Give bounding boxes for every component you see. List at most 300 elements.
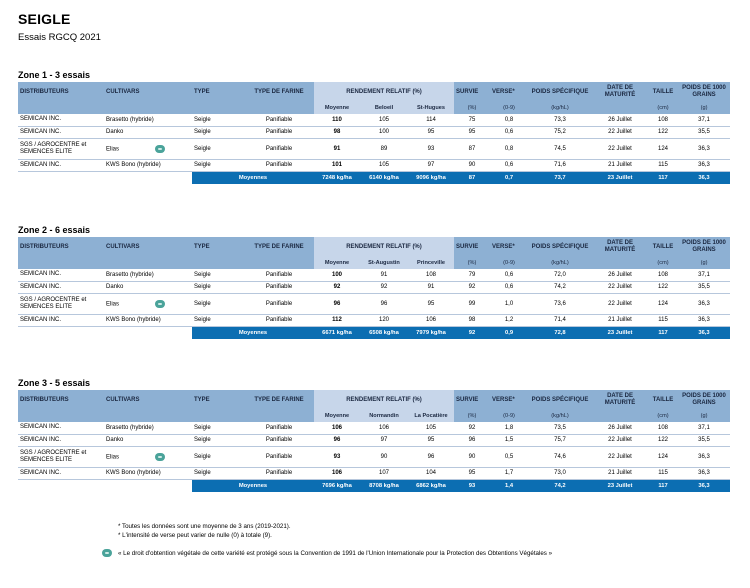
unit-survie: (%) — [454, 257, 490, 269]
blank-cell — [104, 479, 192, 492]
cell-poids-1000: 36,3 — [678, 467, 730, 479]
cell-date-maturite: 22 Juillet — [592, 281, 648, 293]
means-poids-1000: 36,3 — [678, 326, 730, 339]
cell-survie: 99 — [454, 293, 490, 314]
cultivar-name: Brasetto (hybride) — [106, 271, 154, 278]
col-type-farine: TYPE DE FARINE — [244, 237, 314, 257]
col-poids-1000: POIDS DE 1000 GRAINS — [678, 237, 730, 257]
cell-site-1: 105 — [360, 114, 408, 126]
cell-verse: 0,5 — [490, 446, 528, 467]
pvp-note-text: « Le droit d'obtention végétale de cette variété est protégé sous la Convention de 1991 de l'Union Internationale pour la Protection des Obtentions Végétales » — [118, 549, 553, 557]
cell-poids-specifique: 71,4 — [528, 314, 592, 326]
col-site-2: Princeville — [408, 257, 454, 269]
unit-verse: (0-9) — [490, 410, 528, 422]
cell-site-1: 105 — [360, 159, 408, 171]
means-label: Moyennes — [192, 326, 314, 339]
cell-distributeur: SEMICAN INC. — [18, 434, 104, 446]
cell-taille: 115 — [648, 467, 678, 479]
means-row — [18, 326, 730, 339]
cell-date-maturite: 26 Juillet — [592, 114, 648, 126]
footnotes — [118, 522, 291, 540]
col-type: TYPE — [192, 390, 244, 410]
cell-date-maturite: 21 Juillet — [592, 159, 648, 171]
cultivar-name: Danko — [106, 437, 124, 443]
cultivar-name: Elias — [106, 146, 120, 153]
cell-verse: 1,7 — [490, 467, 528, 479]
blank-cell — [244, 410, 314, 422]
cell-site-1: 90 — [360, 446, 408, 467]
cell-moyenne: 106 — [314, 467, 360, 479]
means-site-1: 6140 kg/ha — [360, 171, 408, 184]
cell-verse: 1,0 — [490, 293, 528, 314]
table-row — [18, 446, 730, 467]
blank-cell — [18, 479, 104, 492]
cell-poids-1000: 35,5 — [678, 126, 730, 138]
cell-farine: Panifiable — [244, 159, 314, 171]
cell-poids-specifique: 73,3 — [528, 114, 592, 126]
header-row — [18, 390, 730, 410]
col-rendement: RENDEMENT RELATIF (%) — [314, 237, 454, 257]
unit-survie: (%) — [454, 410, 490, 422]
cell-moyenne: 91 — [314, 138, 360, 159]
cell-moyenne: 110 — [314, 114, 360, 126]
blank-cell — [18, 410, 104, 422]
pvp-protection-icon — [155, 300, 165, 308]
cell-date-maturite: 22 Juillet — [592, 446, 648, 467]
table-row — [18, 293, 730, 314]
cell-survie: 95 — [454, 126, 490, 138]
zone-title: Zone 1 - 3 essais — [18, 70, 91, 80]
cell-distributeur: SEMICAN INC. — [18, 467, 104, 479]
cell-verse: 0,8 — [490, 138, 528, 159]
col-cultivars: CULTIVARS — [104, 390, 192, 410]
cell-poids-specifique: 71,6 — [528, 159, 592, 171]
blank-cell — [104, 102, 192, 114]
cell-moyenne: 96 — [314, 293, 360, 314]
cell-type: Seigle — [192, 269, 244, 281]
cell-taille: 115 — [648, 159, 678, 171]
blank-cell — [244, 257, 314, 269]
col-date-maturite: DATE DE MATURITÉ — [592, 390, 648, 410]
cell-taille: 124 — [648, 293, 678, 314]
cell-type: Seigle — [192, 293, 244, 314]
cell-site-1: 89 — [360, 138, 408, 159]
cell-survie: 75 — [454, 114, 490, 126]
cell-site-1: 106 — [360, 422, 408, 434]
cell-survie: 92 — [454, 281, 490, 293]
col-site-1: Beloeil — [360, 102, 408, 114]
blank-cell — [18, 171, 104, 184]
cell-site-1: 91 — [360, 269, 408, 281]
pvp-protection-icon — [155, 453, 165, 461]
cell-type: Seigle — [192, 446, 244, 467]
col-moyenne: Moyenne — [314, 410, 360, 422]
pvp-note — [102, 549, 552, 557]
col-taille: TAILLE — [648, 237, 678, 257]
table-row — [18, 126, 730, 138]
blank-cell — [104, 326, 192, 339]
cell-site-1: 120 — [360, 314, 408, 326]
means-taille: 117 — [648, 326, 678, 339]
cell-site-2: 114 — [408, 114, 454, 126]
cell-poids-specifique: 73,0 — [528, 467, 592, 479]
cultivar-name: Brasetto (hybride) — [106, 116, 154, 123]
col-rendement: RENDEMENT RELATIF (%) — [314, 82, 454, 102]
cell-date-maturite: 26 Juillet — [592, 422, 648, 434]
cell-taille: 122 — [648, 281, 678, 293]
cell-taille: 124 — [648, 446, 678, 467]
cell-cultivar — [104, 126, 192, 138]
col-rendement: RENDEMENT RELATIF (%) — [314, 390, 454, 410]
cell-type: Seigle — [192, 114, 244, 126]
cell-type: Seigle — [192, 159, 244, 171]
cell-taille: 108 — [648, 269, 678, 281]
means-row — [18, 171, 730, 184]
means-site-2: 6862 kg/ha — [408, 479, 454, 492]
unit-verse: (0-9) — [490, 102, 528, 114]
page-subtitle: Essais RGCQ 2021 — [18, 32, 101, 43]
cell-cultivar — [104, 114, 192, 126]
col-cultivars: CULTIVARS — [104, 82, 192, 102]
cell-farine: Panifiable — [244, 446, 314, 467]
cell-poids-specifique: 75,7 — [528, 434, 592, 446]
header-subrow — [18, 410, 730, 422]
blank-cell — [18, 326, 104, 339]
unit-taille: (cm) — [648, 410, 678, 422]
col-date-maturite: DATE DE MATURITÉ — [592, 237, 648, 257]
means-survie: 87 — [454, 171, 490, 184]
table-row — [18, 434, 730, 446]
cell-taille: 124 — [648, 138, 678, 159]
cell-cultivar — [104, 446, 192, 467]
pvp-protection-icon — [102, 549, 112, 557]
means-poids-1000: 36,3 — [678, 171, 730, 184]
cell-poids-1000: 35,5 — [678, 434, 730, 446]
cell-verse: 0,6 — [490, 269, 528, 281]
table-row — [18, 467, 730, 479]
col-distributeurs: DISTRIBUTEURS — [18, 82, 104, 102]
cell-moyenne: 112 — [314, 314, 360, 326]
cultivar-name: Brasetto (hybride) — [106, 424, 154, 431]
means-moyenne: 7248 kg/ha — [314, 171, 360, 184]
cell-date-maturite: 21 Juillet — [592, 467, 648, 479]
means-site-1: 8708 kg/ha — [360, 479, 408, 492]
means-date-maturite: 23 Juillet — [592, 171, 648, 184]
cell-cultivar — [104, 138, 192, 159]
cell-moyenne: 93 — [314, 446, 360, 467]
unit-poids-1000: (g) — [678, 410, 730, 422]
cell-farine: Panifiable — [244, 434, 314, 446]
means-verse: 1,4 — [490, 479, 528, 492]
cell-cultivar — [104, 314, 192, 326]
unit-poids-specifique: (kg/hL) — [528, 257, 592, 269]
col-poids-specifique: POIDS SPÉCIFIQUE — [528, 390, 592, 410]
cell-distributeur: SGS / AGROCENTRE et SEMENCES ELITE — [18, 446, 104, 467]
means-site-2: 7979 kg/ha — [408, 326, 454, 339]
cell-poids-specifique: 74,2 — [528, 281, 592, 293]
cell-poids-specifique: 73,6 — [528, 293, 592, 314]
cell-survie: 98 — [454, 314, 490, 326]
col-verse: VERSE* — [490, 82, 528, 102]
cell-farine: Panifiable — [244, 126, 314, 138]
blank-cell — [192, 257, 244, 269]
table-row — [18, 422, 730, 434]
cell-verse: 0,6 — [490, 126, 528, 138]
cell-verse: 0,6 — [490, 281, 528, 293]
col-distributeurs: DISTRIBUTEURS — [18, 390, 104, 410]
blank-cell — [104, 171, 192, 184]
unit-poids-specifique: (kg/hL) — [528, 410, 592, 422]
cell-taille: 115 — [648, 314, 678, 326]
cell-farine: Panifiable — [244, 467, 314, 479]
cell-verse: 0,8 — [490, 114, 528, 126]
col-cultivars: CULTIVARS — [104, 237, 192, 257]
col-verse: VERSE* — [490, 390, 528, 410]
col-survie: SURVIE — [454, 390, 490, 410]
cell-site-2: 97 — [408, 159, 454, 171]
cell-site-2: 105 — [408, 422, 454, 434]
header-subrow — [18, 257, 730, 269]
cell-distributeur: SEMICAN INC. — [18, 314, 104, 326]
table-row — [18, 159, 730, 171]
header-row — [18, 82, 730, 102]
means-label: Moyennes — [192, 171, 314, 184]
col-verse: VERSE* — [490, 237, 528, 257]
cell-poids-specifique: 74,6 — [528, 446, 592, 467]
cell-survie: 90 — [454, 446, 490, 467]
zone-title: Zone 2 - 6 essais — [18, 225, 91, 235]
cell-taille: 108 — [648, 422, 678, 434]
blank-cell — [104, 410, 192, 422]
cell-distributeur: SEMICAN INC. — [18, 126, 104, 138]
cell-cultivar — [104, 159, 192, 171]
cell-site-2: 95 — [408, 126, 454, 138]
cell-poids-1000: 36,3 — [678, 293, 730, 314]
cell-distributeur: SGS / AGROCENTRE et SEMENCES ELITE — [18, 138, 104, 159]
col-survie: SURVIE — [454, 82, 490, 102]
means-taille: 117 — [648, 171, 678, 184]
means-taille: 117 — [648, 479, 678, 492]
cell-survie: 87 — [454, 138, 490, 159]
table-row — [18, 114, 730, 126]
cell-site-2: 95 — [408, 293, 454, 314]
cell-poids-1000: 37,1 — [678, 269, 730, 281]
means-poids-1000: 36,3 — [678, 479, 730, 492]
cell-moyenne: 101 — [314, 159, 360, 171]
footnote-verse: * L'intensité de verse peut varier de nulle (0) à totale (9). — [118, 532, 272, 539]
unit-poids-1000: (g) — [678, 102, 730, 114]
cell-distributeur: SEMICAN INC. — [18, 281, 104, 293]
cell-survie: 90 — [454, 159, 490, 171]
means-site-1: 6508 kg/ha — [360, 326, 408, 339]
cultivar-name: Elias — [106, 301, 120, 308]
cell-taille: 122 — [648, 126, 678, 138]
zone-table — [18, 237, 730, 339]
cell-poids-1000: 36,3 — [678, 314, 730, 326]
cell-farine: Panifiable — [244, 269, 314, 281]
col-taille: TAILLE — [648, 390, 678, 410]
header-row — [18, 237, 730, 257]
cell-site-1: 100 — [360, 126, 408, 138]
means-site-2: 9096 kg/ha — [408, 171, 454, 184]
unit-taille: (cm) — [648, 257, 678, 269]
cell-cultivar — [104, 467, 192, 479]
cell-site-2: 95 — [408, 434, 454, 446]
cell-date-maturite: 22 Juillet — [592, 138, 648, 159]
col-moyenne: Moyenne — [314, 102, 360, 114]
cell-verse: 1,8 — [490, 422, 528, 434]
cell-poids-1000: 37,1 — [678, 114, 730, 126]
means-verse: 0,9 — [490, 326, 528, 339]
col-date-maturite: DATE DE MATURITÉ — [592, 82, 648, 102]
cell-distributeur: SEMICAN INC. — [18, 114, 104, 126]
means-poids-specifique: 73,7 — [528, 171, 592, 184]
col-poids-specifique: POIDS SPÉCIFIQUE — [528, 237, 592, 257]
cell-cultivar — [104, 434, 192, 446]
cell-moyenne: 106 — [314, 422, 360, 434]
cell-cultivar — [104, 281, 192, 293]
page-title: SEIGLE — [18, 11, 71, 27]
cell-farine: Panifiable — [244, 114, 314, 126]
cell-farine: Panifiable — [244, 422, 314, 434]
means-survie: 92 — [454, 326, 490, 339]
blank-cell — [18, 257, 104, 269]
col-type-farine: TYPE DE FARINE — [244, 82, 314, 102]
cell-type: Seigle — [192, 467, 244, 479]
cell-poids-1000: 37,1 — [678, 422, 730, 434]
unit-survie: (%) — [454, 102, 490, 114]
cell-survie: 96 — [454, 434, 490, 446]
means-moyenne: 7696 kg/ha — [314, 479, 360, 492]
cell-site-1: 92 — [360, 281, 408, 293]
cell-site-2: 96 — [408, 446, 454, 467]
col-site-2: St-Hugues — [408, 102, 454, 114]
means-date-maturite: 23 Juillet — [592, 479, 648, 492]
cell-site-1: 96 — [360, 293, 408, 314]
cell-farine: Panifiable — [244, 281, 314, 293]
col-moyenne: Moyenne — [314, 257, 360, 269]
cell-poids-specifique: 72,0 — [528, 269, 592, 281]
blank-cell — [104, 257, 192, 269]
cell-taille: 122 — [648, 434, 678, 446]
cell-site-2: 93 — [408, 138, 454, 159]
cell-poids-specifique: 75,2 — [528, 126, 592, 138]
cell-cultivar — [104, 422, 192, 434]
means-moyenne: 6671 kg/ha — [314, 326, 360, 339]
blank-cell — [192, 410, 244, 422]
unit-verse: (0-9) — [490, 257, 528, 269]
col-distributeurs: DISTRIBUTEURS — [18, 237, 104, 257]
cell-verse: 1,2 — [490, 314, 528, 326]
table-row — [18, 281, 730, 293]
means-poids-specifique: 72,8 — [528, 326, 592, 339]
cell-type: Seigle — [192, 422, 244, 434]
cell-poids-specifique: 74,5 — [528, 138, 592, 159]
col-type-farine: TYPE DE FARINE — [244, 390, 314, 410]
cell-taille: 108 — [648, 114, 678, 126]
cell-type: Seigle — [192, 314, 244, 326]
unit-poids-specifique: (kg/hL) — [528, 102, 592, 114]
cultivar-name: Danko — [106, 129, 124, 135]
cell-site-2: 104 — [408, 467, 454, 479]
cell-farine: Panifiable — [244, 293, 314, 314]
cell-distributeur: SEMICAN INC. — [18, 269, 104, 281]
cultivar-name: KWS Bono (hybride) — [106, 317, 161, 323]
cell-site-2: 91 — [408, 281, 454, 293]
cell-survie: 95 — [454, 467, 490, 479]
cell-type: Seigle — [192, 281, 244, 293]
col-poids-1000: POIDS DE 1000 GRAINS — [678, 82, 730, 102]
cell-date-maturite: 22 Juillet — [592, 126, 648, 138]
blank-cell — [18, 102, 104, 114]
cultivar-name: KWS Bono (hybride) — [106, 470, 161, 476]
cell-date-maturite: 22 Juillet — [592, 293, 648, 314]
cultivar-name: KWS Bono (hybride) — [106, 162, 161, 168]
cultivar-name: Elias — [106, 454, 120, 461]
table-row — [18, 138, 730, 159]
col-site-2: La Pocatière — [408, 410, 454, 422]
cell-verse: 0,6 — [490, 159, 528, 171]
cell-verse: 1,5 — [490, 434, 528, 446]
cell-site-1: 97 — [360, 434, 408, 446]
cell-poids-1000: 36,3 — [678, 138, 730, 159]
cell-distributeur: SEMICAN INC. — [18, 159, 104, 171]
blank-cell — [244, 102, 314, 114]
col-taille: TAILLE — [648, 82, 678, 102]
col-survie: SURVIE — [454, 237, 490, 257]
means-label: Moyennes — [192, 479, 314, 492]
cell-moyenne: 100 — [314, 269, 360, 281]
cell-poids-specifique: 73,5 — [528, 422, 592, 434]
cell-moyenne: 96 — [314, 434, 360, 446]
cell-type: Seigle — [192, 434, 244, 446]
unit-poids-1000: (g) — [678, 257, 730, 269]
cell-cultivar — [104, 293, 192, 314]
cell-moyenne: 92 — [314, 281, 360, 293]
cell-site-2: 108 — [408, 269, 454, 281]
means-verse: 0,7 — [490, 171, 528, 184]
cell-type: Seigle — [192, 126, 244, 138]
cell-poids-1000: 36,3 — [678, 446, 730, 467]
blank-cell — [592, 102, 648, 114]
cell-survie: 79 — [454, 269, 490, 281]
col-type: TYPE — [192, 237, 244, 257]
cell-date-maturite: 22 Juillet — [592, 434, 648, 446]
cultivar-name: Danko — [106, 284, 124, 290]
zone-table — [18, 82, 730, 184]
zone-table — [18, 390, 730, 492]
col-poids-specifique: POIDS SPÉCIFIQUE — [528, 82, 592, 102]
cell-type: Seigle — [192, 138, 244, 159]
means-survie: 93 — [454, 479, 490, 492]
cell-cultivar — [104, 269, 192, 281]
cell-site-2: 106 — [408, 314, 454, 326]
cell-farine: Panifiable — [244, 138, 314, 159]
cell-poids-1000: 35,5 — [678, 281, 730, 293]
blank-cell — [592, 410, 648, 422]
means-date-maturite: 23 Juillet — [592, 326, 648, 339]
pvp-protection-icon — [155, 145, 165, 153]
cell-poids-1000: 36,3 — [678, 159, 730, 171]
cell-distributeur: SEMICAN INC. — [18, 422, 104, 434]
table-row — [18, 269, 730, 281]
means-poids-specifique: 74,2 — [528, 479, 592, 492]
col-site-1: St-Augustin — [360, 257, 408, 269]
cell-farine: Panifiable — [244, 314, 314, 326]
table-row — [18, 314, 730, 326]
header-subrow — [18, 102, 730, 114]
col-poids-1000: POIDS DE 1000 GRAINS — [678, 390, 730, 410]
